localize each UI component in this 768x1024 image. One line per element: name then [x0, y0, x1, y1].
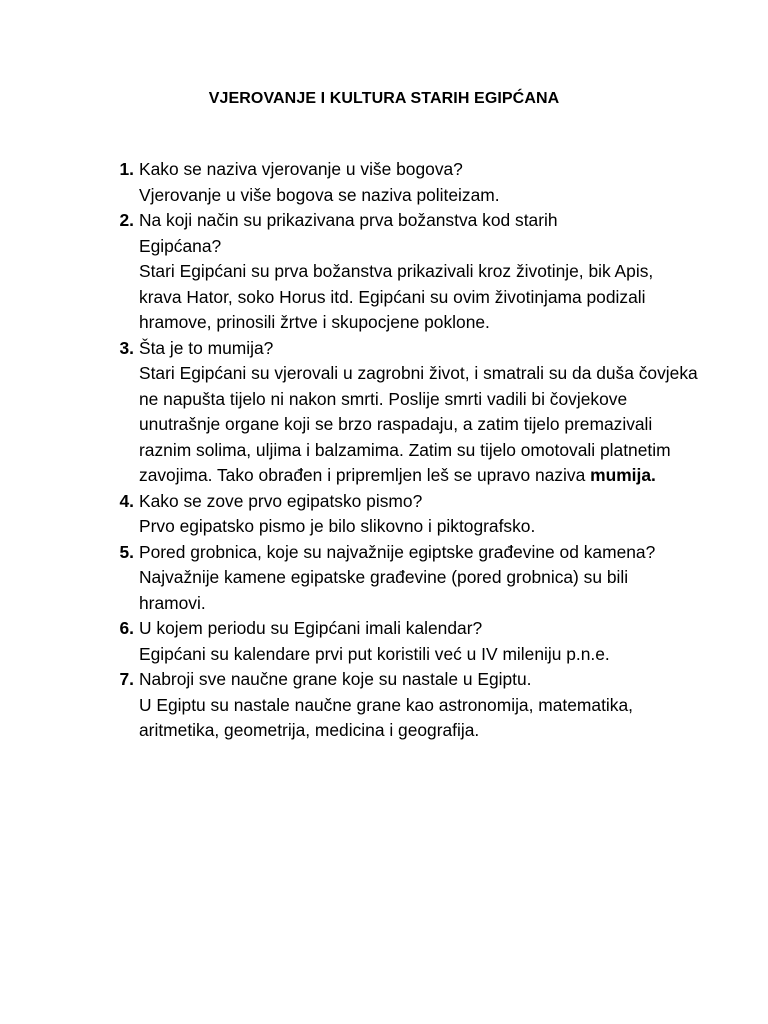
question-and-answer-text	[139, 540, 698, 617]
question-item	[108, 208, 698, 336]
question-text: Nabroji sve naučne grane koje su nastale u Egiptu.	[139, 669, 532, 689]
answer-text-plain: Stari Egipćani su vjerovali u zagrobni život, i smatrali su da duša čovjeka ne napušta tijelo ni nakon smrti. Poslije smrti vadili bi čovjekove unutrašnje organe koji se brzo raspadaju, a zatim tijelo premazivali raznim solima, uljima i balzamima. Zatim su tijelo omotovali platnetim zavojima. Tako obrađen i pripremljen leš se upravo naziva	[139, 363, 698, 485]
question-item	[108, 667, 698, 744]
question-item	[108, 616, 698, 667]
answer-text-plain: Egipćani su kalendare prvi put koristili već u IV mileniju p.n.e.	[139, 643, 610, 664]
question-number: 6.	[119, 618, 134, 638]
question-text: Kako se naziva vjerovanje u više bogova?	[139, 159, 463, 179]
question-item	[108, 336, 698, 489]
answer-text	[139, 642, 698, 668]
answer-text-bold: mumija.	[590, 465, 656, 485]
answer-text-plain: Prvo egipatsko pismo je bilo slikovno i piktografsko.	[139, 516, 536, 536]
question-number: 4.	[119, 490, 134, 511]
question-text: U kojem periodu su Egipćani imali kalendar?	[139, 618, 483, 638]
question-text: Kako se zove prvo egipatsko pismo?	[139, 490, 423, 511]
document-title: VJEROVANJE I KULTURA STARIH EGIPĆANA	[208, 90, 560, 107]
answer-text	[139, 693, 698, 744]
question-number: 7.	[119, 669, 134, 689]
answer-text	[139, 361, 698, 489]
question-text: Na koji način su prikazivana prva božanstva kod starih Egipćana?	[139, 210, 558, 256]
question-text: Šta je to mumija?	[139, 337, 274, 358]
question-item	[108, 540, 698, 617]
answer-text	[139, 183, 698, 209]
answer-text-plain: Stari Egipćani su prva božanstva prikazivali kroz životinje, bik Apis, krava Hator, soko Horus itd. Egipćani su ovim životinjama podizali hramove, prinosili žrtve i skupocjene poklone.	[139, 261, 654, 332]
question-item	[108, 157, 698, 208]
answer-text	[139, 259, 698, 336]
question-text: Pored grobnica, koje su najvažnije egiptske građevine od kamena?	[139, 541, 656, 562]
question-list	[108, 157, 698, 744]
question-number: 3.	[119, 337, 134, 358]
answer-text-plain: Najvažnije kamene egipatske građevine (pored grobnica) su bili hramovi.	[139, 567, 629, 613]
question-number: 1.	[119, 159, 134, 179]
answer-text	[139, 514, 698, 540]
question-item	[108, 489, 698, 540]
answer-text-plain: Vjerovanje u više bogova se naziva politeizam.	[139, 184, 500, 205]
answer-text-plain: U Egiptu su nastale naučne grane kao astronomija, matematika, aritmetika, geometrija, medicina i geografija.	[139, 694, 633, 740]
question-number: 5.	[119, 541, 134, 562]
question-number: 2.	[119, 210, 134, 230]
